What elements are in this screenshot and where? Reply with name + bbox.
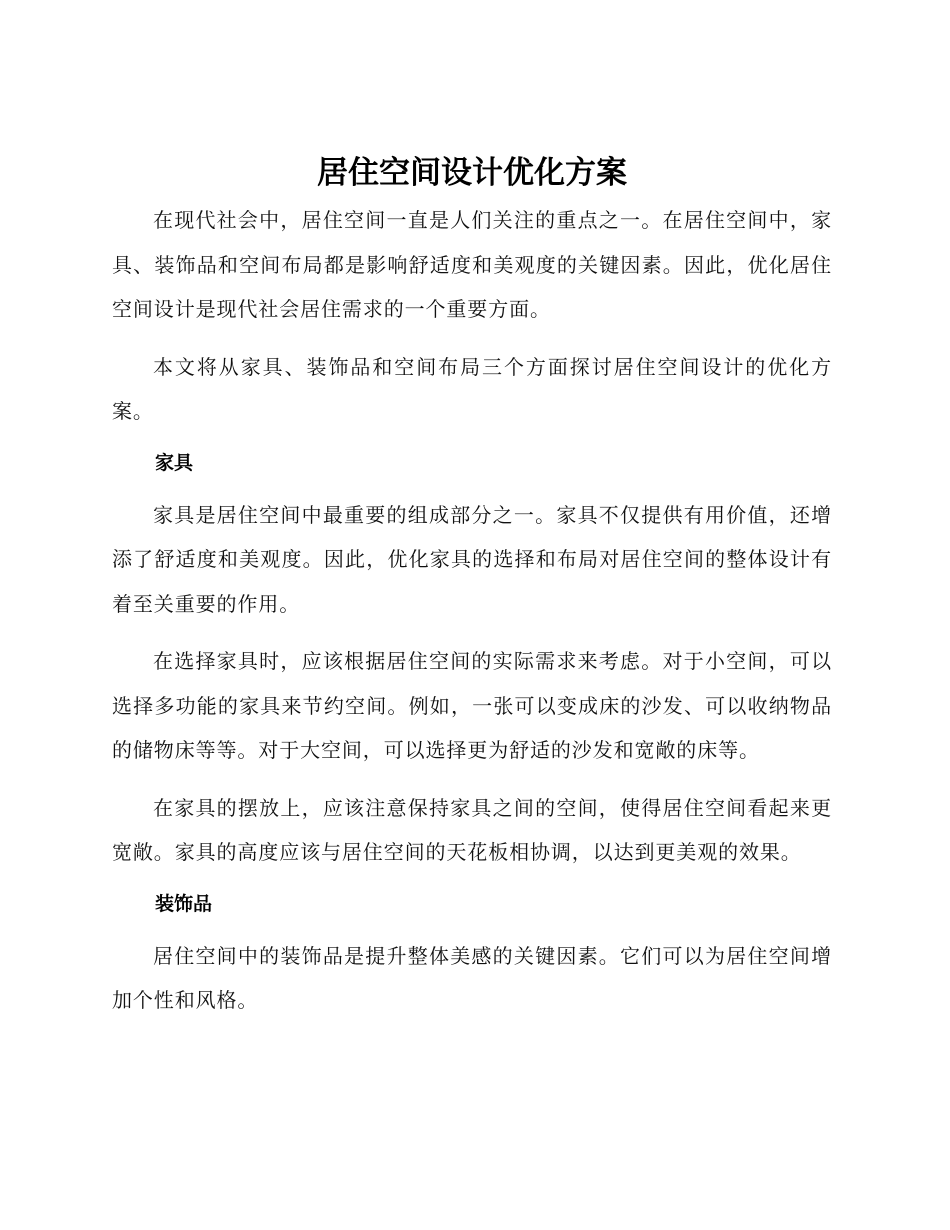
furniture-paragraph: 在家具的摆放上，应该注意保持家具之间的空间，使得居住空间看起来更宽敞。家具的高度应该与居住空间的天花板相协调，以达到更美观的效果。 [112, 795, 832, 864]
section-heading-decorations: 装饰品 [155, 892, 213, 915]
furniture-paragraph: 在选择家具时，应该根据居住空间的实际需求来考虑。对于小空间，可以选择多功能的家具来节约空间。例如，一张可以变成床的沙发、可以收纳物品的储物床等等。对于大空间，可以选择更为舒适的沙发和宽敞的床等。 [112, 649, 832, 762]
decorations-paragraph: 居住空间中的装饰品是提升整体美感的关键因素。它们可以为居住空间增加个性和风格。 [112, 943, 832, 1012]
document-title: 居住空间设计优化方案 [317, 155, 627, 191]
section-heading-furniture: 家具 [155, 451, 194, 474]
intro-paragraph: 在现代社会中，居住空间一直是人们关注的重点之一。在居住空间中，家具、装饰品和空间布局都是影响舒适度和美观度的关键因素。因此，优化居住空间设计是现代社会居住需求的一个重要方面。 [112, 208, 832, 321]
intro-paragraph: 本文将从家具、装饰品和空间布局三个方面探讨居住空间设计的优化方案。 [112, 354, 832, 423]
document-body [112, 148, 832, 1036]
furniture-paragraph: 家具是居住空间中最重要的组成部分之一。家具不仅提供有用价值，还增添了舒适度和美观度。因此，优化家具的选择和布局对居住空间的整体设计有着至关重要的作用。 [112, 502, 832, 616]
